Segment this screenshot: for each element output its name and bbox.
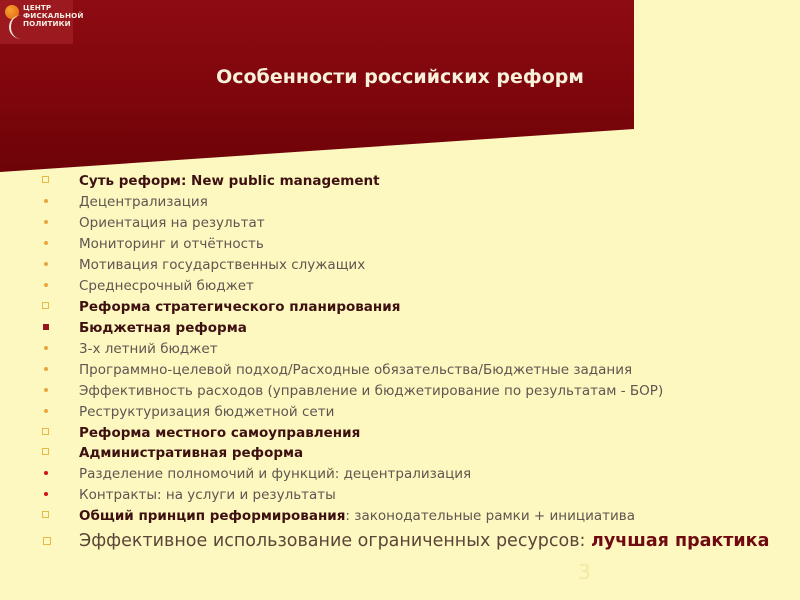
- list-item: [0, 192, 800, 212]
- principle-bold: Общий принцип реформирования: [79, 508, 346, 524]
- list-item-text: Реформа стратегического планирования: [79, 299, 401, 315]
- square-bullet-icon: [42, 448, 49, 455]
- logo-line-3: ПОЛИТИКИ: [23, 19, 71, 28]
- dot-bullet-icon: [44, 241, 48, 245]
- final-statement: [0, 528, 800, 556]
- list-item: [0, 402, 800, 422]
- list-item-principle: [0, 506, 800, 526]
- list-item-text: Бюджетная реформа: [79, 320, 247, 336]
- list-item-text: 3-х летний бюджет: [79, 341, 218, 357]
- logo-line-2: ФИСКАЛЬНОЙ: [23, 11, 84, 20]
- list-item: [0, 423, 800, 443]
- list-item: [0, 255, 800, 275]
- dot-bullet-icon: [44, 388, 48, 392]
- list-item-text: Контракты: на услуги и результаты: [79, 487, 336, 503]
- list-item-text: Мотивация государственных служащих: [79, 257, 366, 273]
- dot-bullet-icon: [44, 346, 48, 350]
- list-item-text: Среднесрочный бюджет: [79, 278, 254, 294]
- list-item: [0, 443, 800, 463]
- slide-title: Особенности российских реформ: [216, 66, 584, 88]
- list-item: [0, 297, 800, 317]
- dot-bullet-icon: [44, 262, 48, 266]
- list-item: [0, 276, 800, 296]
- list-item-text: Децентрализация: [79, 194, 208, 210]
- list-item: [0, 360, 800, 380]
- list-item-text: [79, 506, 635, 526]
- principle-rest: : законодательные рамки + инициатива: [345, 508, 635, 524]
- dot-bullet-icon: [44, 283, 48, 287]
- list-item: [0, 213, 800, 233]
- list-item: [0, 485, 800, 505]
- square-bullet-icon: [42, 302, 49, 309]
- dot-bullet-icon: [44, 199, 48, 203]
- list-item-text: Реструктуризация бюджетной сети: [79, 404, 335, 420]
- list-item-text: Ориентация на результат: [79, 215, 265, 231]
- final-statement-text: [79, 528, 769, 554]
- page-number: 3: [578, 560, 591, 584]
- final-emphasis: лучшая практика: [591, 531, 770, 551]
- dot-bullet-icon: [44, 409, 48, 413]
- filled-square-bullet-icon: [43, 324, 49, 330]
- square-bullet-icon: [42, 176, 49, 183]
- list-item-text: Административная реформа: [79, 445, 304, 461]
- final-normal: Эффективное использование ограниченных ресурсов:: [79, 531, 592, 551]
- list-item: [0, 464, 800, 484]
- list-item-text: Мониторинг и отчётность: [79, 236, 264, 252]
- list-item-text: Разделение полномочий и функций: децентрализация: [79, 466, 472, 482]
- square-bullet-icon: [43, 537, 51, 545]
- logo: [0, 0, 84, 44]
- logo-text: [23, 4, 83, 28]
- list-item: [0, 234, 800, 254]
- list-item: [0, 318, 800, 338]
- square-bullet-icon: [42, 511, 49, 518]
- square-bullet-icon: [42, 428, 49, 435]
- dot-bullet-icon: [44, 220, 48, 224]
- list-item: [0, 339, 800, 359]
- red-dot-bullet-icon: [44, 492, 48, 496]
- list-item-text: Реформа местного самоуправления: [79, 425, 361, 441]
- list-item: [0, 381, 800, 401]
- logo-line-1: ЦЕНТР: [23, 3, 52, 12]
- dot-bullet-icon: [44, 367, 48, 371]
- list-item-text: Суть реформ: New public management: [79, 173, 380, 189]
- red-dot-bullet-icon: [44, 471, 48, 475]
- list-item-text: Эффективность расходов (управление и бюджетирование по результатам - БОР): [79, 383, 664, 399]
- list-item-text: Программно-целевой подход/Расходные обязательства/Бюджетные задания: [79, 362, 633, 378]
- list-item: [0, 171, 800, 191]
